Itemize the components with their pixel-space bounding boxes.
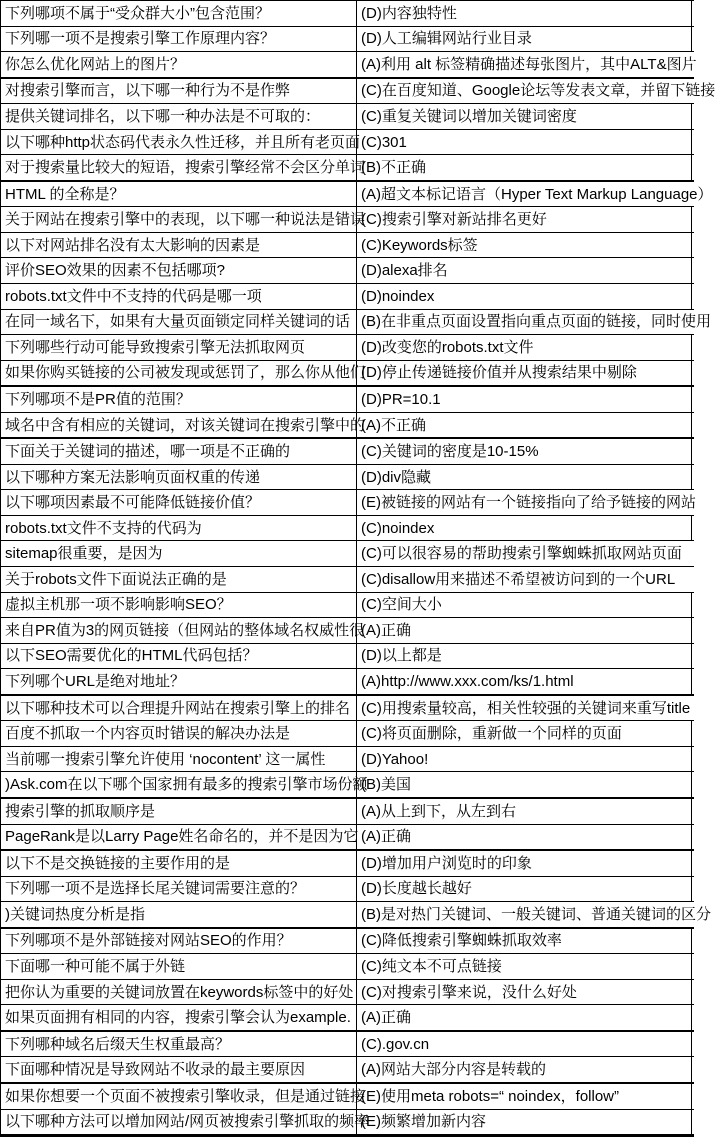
table-row bbox=[1, 798, 694, 824]
question-cell: 以下哪种技术可以合理提升网站在搜索引擎上的排名 bbox=[1, 695, 357, 721]
answer-cell: (D)人工编辑网站行业目录 bbox=[357, 26, 694, 52]
table-row bbox=[1, 258, 694, 284]
table-row bbox=[1, 1005, 694, 1031]
question-cell: 如果你购买链接的公司被发现或惩罚了，那么你从他们 bbox=[1, 360, 357, 386]
answer-cell: (A)网站大部分内容是转载的 bbox=[357, 1057, 694, 1083]
question-cell: 以下不是交换链接的主要作用的是 bbox=[1, 850, 357, 876]
answer-cell: (D)noindex bbox=[357, 284, 694, 310]
answer-cell: (A)利用 alt 标签精确描述每张图片，其中ALT&图片 bbox=[357, 52, 694, 78]
table-row bbox=[1, 643, 694, 669]
table-row bbox=[1, 181, 694, 207]
answer-cell: (C)关键词的密度是10-15% bbox=[357, 438, 694, 464]
table-row bbox=[1, 490, 694, 516]
answer-cell: (C)将页面删除，重新做一个同样的页面 bbox=[357, 721, 694, 747]
table-row bbox=[1, 1031, 694, 1057]
answer-cell: (A)不正确 bbox=[357, 412, 694, 438]
question-cell: 下面关于关键词的描述，哪一项是不正确的 bbox=[1, 438, 357, 464]
answer-cell: (D)增加用户浏览时的印象 bbox=[357, 850, 694, 876]
answer-cell: (A)正确 bbox=[357, 824, 694, 850]
question-cell: )关键词热度分析是指 bbox=[1, 902, 357, 928]
question-cell: 下列哪一项不是选择长尾关键词需要注意的？ bbox=[1, 876, 357, 902]
question-cell: 把你认为重要的关键词放置在keywords标签中的好处 bbox=[1, 979, 357, 1005]
answer-cell: (C)降低搜索引擎蜘蛛抓取效率 bbox=[357, 928, 694, 954]
question-cell: 下列哪些行动可能导致搜索引擎无法抓取网页 bbox=[1, 335, 357, 361]
question-cell: 对于搜索量比较大的短语，搜索引擎经常不会区分单词 bbox=[1, 155, 357, 181]
answer-cell: (C).gov.cn bbox=[357, 1031, 694, 1057]
answer-cell: (B)在非重点页面设置指向重点页面的链接，同时使用 bbox=[357, 309, 694, 335]
question-cell: 如果你想要一个页面不被搜索引擎收录，但是通过链接 bbox=[1, 1083, 357, 1109]
table-row bbox=[1, 104, 694, 130]
answer-cell: (E)使用meta robots=“ noindex，follow” bbox=[357, 1083, 694, 1109]
question-cell: 下列哪项不是外部链接对网站SEO的作用？ bbox=[1, 928, 357, 954]
answer-cell: (D)PR=10.1 bbox=[357, 386, 694, 412]
answer-cell: (D)以上都是 bbox=[357, 643, 694, 669]
answer-cell: (D)停止传递链接价值并从搜索结果中剔除 bbox=[357, 360, 694, 386]
table-row bbox=[1, 979, 694, 1005]
question-cell: )Ask.com在以下哪个国家拥有最多的搜索引擎市场份额 bbox=[1, 772, 357, 798]
answer-cell: (B)不正确 bbox=[357, 155, 694, 181]
answer-cell: (C)对搜索引擎来说，没什么好处 bbox=[357, 979, 694, 1005]
question-cell: 如果页面拥有相同的内容，搜索引擎会认为example. bbox=[1, 1005, 357, 1031]
table-row bbox=[1, 592, 694, 618]
question-cell: 以下哪种方法可以增加网站/网页被搜索引擎抓取的频率 bbox=[1, 1109, 357, 1136]
question-cell: 下列哪种域名后缀天生权重最高？ bbox=[1, 1031, 357, 1057]
question-cell: 提供关键词排名，以下哪一种办法是不可取的： bbox=[1, 104, 357, 130]
answer-cell: (C)用搜索量较高，相关性较强的关键词来重写title bbox=[357, 695, 694, 721]
table-row bbox=[1, 515, 694, 541]
answer-cell: (B)是对热门关键词、一般关键词、普通关键词的区分 bbox=[357, 902, 694, 928]
answer-cell: (A)正确 bbox=[357, 1005, 694, 1031]
question-cell: 评价SEO效果的因素不包括哪项? bbox=[1, 258, 357, 284]
question-cell: 下列哪项不是PR值的范围？ bbox=[1, 386, 357, 412]
answer-cell: (C)搜索引擎对新站排名更好 bbox=[357, 207, 694, 233]
answer-cell: (E)频繁增加新内容 bbox=[357, 1109, 694, 1136]
table-row bbox=[1, 207, 694, 233]
table-row bbox=[1, 360, 694, 386]
answer-cell: (C)重复关键词以增加关键词密度 bbox=[357, 104, 694, 130]
table-row bbox=[1, 695, 694, 721]
question-cell: 搜索引擎的抓取顺序是 bbox=[1, 798, 357, 824]
answer-cell: (D)内容独特性 bbox=[357, 1, 694, 27]
question-cell: 以下哪项因素最不可能降低链接价值？ bbox=[1, 490, 357, 516]
question-cell: robots.txt文件中不支持的代码是哪一项 bbox=[1, 284, 357, 310]
table-row bbox=[1, 129, 694, 155]
question-cell: 虚拟主机那一项不影响影响SEO？ bbox=[1, 592, 357, 618]
table-row bbox=[1, 52, 694, 78]
question-cell: 下列哪一项不是搜索引擎工作原理内容？ bbox=[1, 26, 357, 52]
table-row bbox=[1, 438, 694, 464]
answer-cell: (D)改变您的robots.txt文件 bbox=[357, 335, 694, 361]
answer-cell: (C)noindex bbox=[357, 515, 694, 541]
question-cell: robots.txt文件不支持的代码为 bbox=[1, 515, 357, 541]
answer-cell: (C)301 bbox=[357, 129, 694, 155]
question-cell: 以下哪种方案无法影响页面权重的传递 bbox=[1, 464, 357, 490]
question-cell: 在同一域名下，如果有大量页面锁定同样关键词的话 bbox=[1, 309, 357, 335]
question-cell: 关于网站在搜索引擎中的表现，以下哪一种说法是错误 bbox=[1, 207, 357, 233]
question-cell: 下列哪项不属于“受众群大小”包含范围？ bbox=[1, 1, 357, 27]
table-row bbox=[1, 464, 694, 490]
answer-cell: (D)Yahoo! bbox=[357, 746, 694, 772]
table-row bbox=[1, 1083, 694, 1109]
table-row bbox=[1, 541, 694, 567]
question-cell: 下列哪个URL是绝对地址？ bbox=[1, 669, 357, 695]
answer-cell: (A)从上到下，从左到右 bbox=[357, 798, 694, 824]
answer-cell: (C)Keywords标签 bbox=[357, 232, 694, 258]
table-row bbox=[1, 412, 694, 438]
question-cell: 关于robots文件下面说法正确的是 bbox=[1, 567, 357, 593]
table-row bbox=[1, 335, 694, 361]
table-row bbox=[1, 567, 694, 593]
table-row bbox=[1, 284, 694, 310]
question-cell: HTML 的全称是？ bbox=[1, 181, 357, 207]
table-row bbox=[1, 618, 694, 644]
table-row bbox=[1, 1, 694, 27]
table-row bbox=[1, 876, 694, 902]
table-row bbox=[1, 954, 694, 980]
question-cell: PageRank是以Larry Page姓名命名的，并不是因为它 bbox=[1, 824, 357, 850]
question-cell: sitemap很重要，是因为 bbox=[1, 541, 357, 567]
table-row bbox=[1, 1109, 694, 1136]
table-row bbox=[1, 232, 694, 258]
answer-cell: (C)可以很容易的帮助搜索引擎蜘蛛抓取网站页面 bbox=[357, 541, 694, 567]
answer-cell: (C)纯文本不可点链接 bbox=[357, 954, 694, 980]
table-row bbox=[1, 746, 694, 772]
table-row bbox=[1, 772, 694, 798]
answer-cell: (B)美国 bbox=[357, 772, 694, 798]
question-cell: 以下哪种http状态码代表永久性迁移，并且所有老页面 bbox=[1, 129, 357, 155]
table-row bbox=[1, 78, 694, 104]
table-row bbox=[1, 26, 694, 52]
answer-cell: (D)长度越长越好 bbox=[357, 876, 694, 902]
question-cell: 以下SEO需要优化的HTML代码包括？ bbox=[1, 643, 357, 669]
answer-cell: (C)disallow用来描述不希望被访问到的一个URL bbox=[357, 567, 694, 593]
question-cell: 域名中含有相应的关键词，对该关键词在搜索引擎中的 bbox=[1, 412, 357, 438]
table-row bbox=[1, 669, 694, 695]
table-row bbox=[1, 155, 694, 181]
table-row bbox=[1, 721, 694, 747]
question-cell: 下面哪种情况是导致网站不收录的最主要原因 bbox=[1, 1057, 357, 1083]
qa-table-body bbox=[1, 1, 715, 1136]
table-row bbox=[1, 309, 694, 335]
answer-cell: (A)正确 bbox=[357, 618, 694, 644]
answer-cell: (A)http://www.xxx.com/ks/1.html bbox=[357, 669, 694, 695]
answer-cell: (C)在百度知道、Google论坛等发表文章，并留下链接 bbox=[357, 78, 694, 104]
answer-cell: (D)alexa排名 bbox=[357, 258, 694, 284]
table-row bbox=[1, 386, 694, 412]
table-row bbox=[1, 1057, 694, 1083]
question-cell: 百度不抓取一个内容页时错误的解决办法是 bbox=[1, 721, 357, 747]
table-row bbox=[1, 824, 694, 850]
question-cell: 当前哪一搜索引擎允许使用 ‘nocontent’ 这一属性 bbox=[1, 746, 357, 772]
question-cell: 来自PR值为3的网页链接（但网站的整体域名权威性很 bbox=[1, 618, 357, 644]
answer-cell: (C)空间大小 bbox=[357, 592, 694, 618]
table-row bbox=[1, 928, 694, 954]
answer-cell: (D)div隐藏 bbox=[357, 464, 694, 490]
question-cell: 对搜索引擎而言，以下哪一种行为不是作弊 bbox=[1, 78, 357, 104]
question-cell: 你怎么优化网站上的图片？ bbox=[1, 52, 357, 78]
question-cell: 下面哪一种可能不属于外链 bbox=[1, 954, 357, 980]
table-row bbox=[1, 902, 694, 928]
table-row bbox=[1, 850, 694, 876]
answer-cell: (A)超文本标记语言（Hyper Text Markup Language） bbox=[357, 181, 694, 207]
answer-cell: (E)被链接的网站有一个链接指向了给予链接的网站 bbox=[357, 490, 694, 516]
question-cell: 以下对网站排名没有太大影响的因素是 bbox=[1, 232, 357, 258]
